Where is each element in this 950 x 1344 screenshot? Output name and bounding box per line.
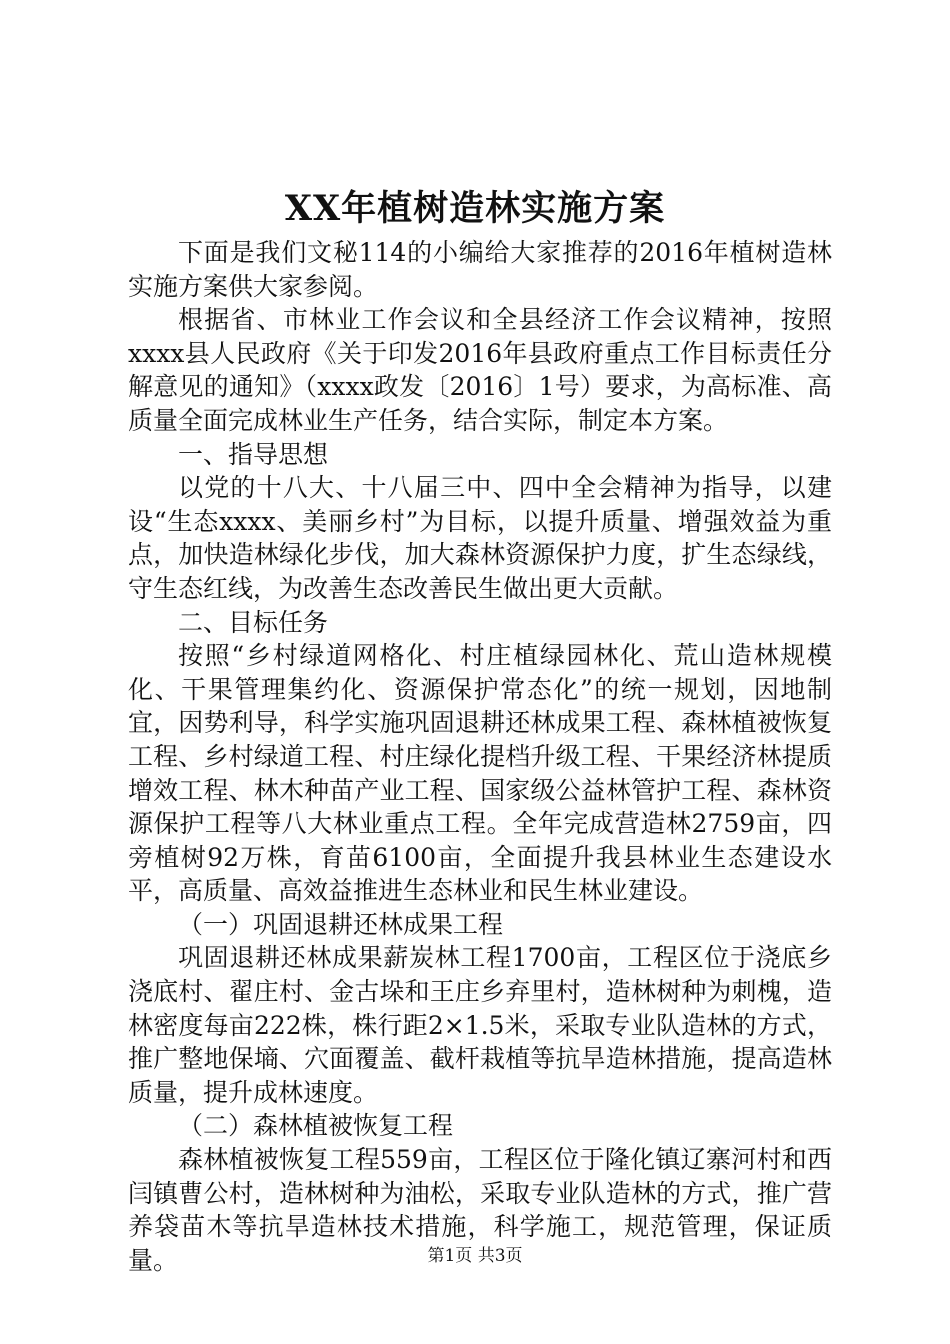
section-heading-goals: 二、目标任务 [178,607,329,637]
section-heading-guiding-ideology: 一、指导思想 [178,439,329,469]
paragraph-subsection-1: 巩固退耕还林成果薪炭林工程1700亩，工程区位于浇底乡浇底村、翟庄村、金古垛和王庄乡弃里村，造林树种为刺槐，造林密度每亩222株，株行距2×1.5米，采取专业队造林的方式，推广整地保墒、穴面覆盖、截杆栽植等抗旱造林措施，提高造林质量，提升成林速度。 [128,943,832,1107]
subsection-heading-1: （一）巩固退耕还林成果工程 [178,909,504,939]
paragraph-intro: 下面是我们文秘114的小编给大家推荐的2016年植树造林实施方案供大家参阅。 [128,238,832,301]
subsection-heading-2: （二）森林植被恢复工程 [178,1111,454,1141]
document-title: XX年植树造林实施方案 [284,188,666,229]
paragraph-subsection-2: 森林植被恢复工程559亩，工程区位于隆化镇辽寨河村和西闫镇曹公村，造林树种为油松，采取专业队造林的方式，推广营养袋苗木等抗旱造林技术措施，科学施工，规范管理，保证质量。 [128,1145,832,1275]
paragraph-guiding-ideology: 以党的十八大、十八届三中、四中全会精神为指导，以建设“生态xxxx、美丽乡村”为目标，以提升质量、增强效益为重点，加快造林绿化步伐，加大森林资源保护力度，扩生态绿线，守生态红线，为改善生态改善民生做出更大贡献。 [128,473,832,603]
document-body [128,236,832,1277]
paragraph-goals: 按照“乡村绿道网格化、村庄植绿园林化、荒山造林规模化、干果管理集约化、资源保护常态化”的统一规划，因地制宜，因势利导，科学实施巩固退耕还林成果工程、森林植被恢复工程、乡村绿道工程、村庄绿化提档升级工程、干果经济林提质增效工程、林木种苗产业工程、国家级公益林管护工程、森林资源保护工程等八大林业重点工程。全年完成营造林2759亩，四旁植树92万株，育苗6100亩，全面提升我县林业生态建设水平，高质量、高效益推进生态林业和民生林业建设。 [128,641,832,906]
paragraph-basis: 根据省、市林业工作会议和全县经济工作会议精神，按照xxxx县人民政府《关于印发2016年县政府重点工作目标责任分解意见的通知》（xxxx政发〔2016〕1号）要求，为高标准、高质量全面完成林业生产任务，结合实际，制定本方案。 [128,305,832,435]
page-footer: 第1页 共3页 [427,1246,523,1266]
